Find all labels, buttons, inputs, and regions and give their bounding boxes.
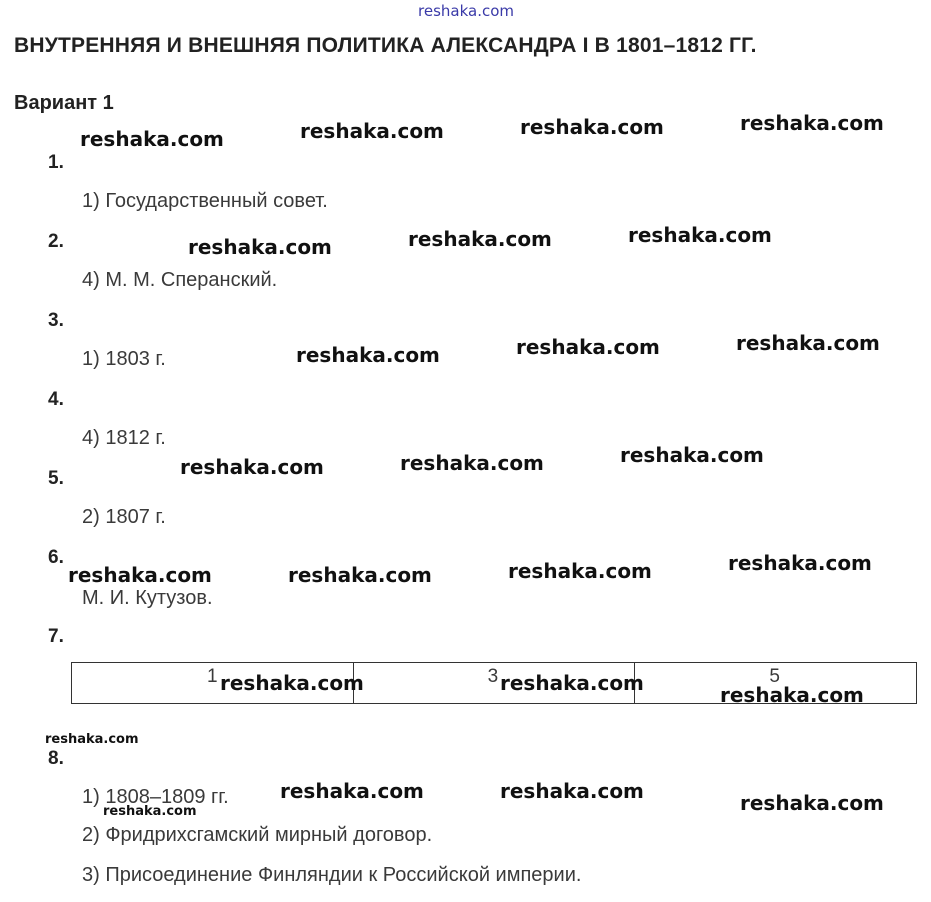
watermark: reshaka.com (80, 127, 224, 151)
answer-4: 4) 1812 г. (82, 427, 166, 449)
answer-1: 1) Государственный совет. (82, 190, 328, 212)
watermark: reshaka.com (620, 443, 764, 467)
answer-8-1: 1) 1808–1809 гг. (82, 786, 229, 808)
watermark: reshaka.com (45, 732, 139, 747)
watermark: reshaka.com (740, 791, 884, 815)
watermark: reshaka.com (740, 111, 884, 135)
question-number-6: 6. (48, 547, 64, 568)
answer-table-value-3: 5 (769, 666, 780, 687)
answer-table-value-1: 1 (207, 666, 218, 687)
watermark: reshaka.com (520, 115, 664, 139)
question-number-3: 3. (48, 310, 64, 331)
watermark: reshaka.com (300, 119, 444, 143)
watermark: reshaka.com (296, 343, 440, 367)
watermark: reshaka.com (180, 455, 324, 479)
watermark: reshaka.com (188, 235, 332, 259)
watermark: reshaka.com (68, 563, 212, 587)
answer-3: 1) 1803 г. (82, 348, 166, 370)
question-number-2: 2. (48, 231, 64, 252)
watermark: reshaka.com (728, 551, 872, 575)
answer-6: М. И. Кутузов. (82, 587, 213, 609)
watermark: reshaka.com (516, 335, 660, 359)
watermark: reshaka.com (408, 227, 552, 251)
answer-table-value-2: 3 (487, 666, 499, 687)
answer-8-2: 2) Фридрихсгамский мирный договор. (82, 824, 433, 846)
site-mark: reshaka.com (418, 2, 514, 20)
watermark: reshaka.com (103, 804, 197, 819)
question-number-5: 5. (48, 468, 64, 489)
watermark: reshaka.com (720, 683, 864, 707)
watermark: reshaka.com (220, 671, 364, 695)
watermark: reshaka.com (400, 451, 544, 475)
question-number-4: 4. (48, 389, 64, 410)
watermark: reshaka.com (500, 671, 644, 695)
watermark: reshaka.com (280, 779, 424, 803)
watermark: reshaka.com (628, 223, 772, 247)
answer-8-3: 3) Присоединение Финляндии к Российской империи. (82, 864, 582, 886)
variant-heading: Вариант 1 (14, 92, 114, 114)
watermark: reshaka.com (508, 559, 652, 583)
watermark: reshaka.com (736, 331, 880, 355)
answer-2: 4) М. М. Сперанский. (82, 269, 278, 291)
question-number-7: 7. (48, 626, 64, 647)
page-title: ВНУТРЕННЯЯ И ВНЕШНЯЯ ПОЛИТИКА АЛЕКСАНДРА I В 1801–1812 ГГ. (14, 34, 757, 57)
answer-5: 2) 1807 г. (82, 506, 166, 528)
watermark: reshaka.com (500, 779, 644, 803)
question-number-1: 1. (48, 152, 64, 173)
watermark: reshaka.com (288, 563, 432, 587)
question-number-8: 8. (48, 748, 64, 769)
